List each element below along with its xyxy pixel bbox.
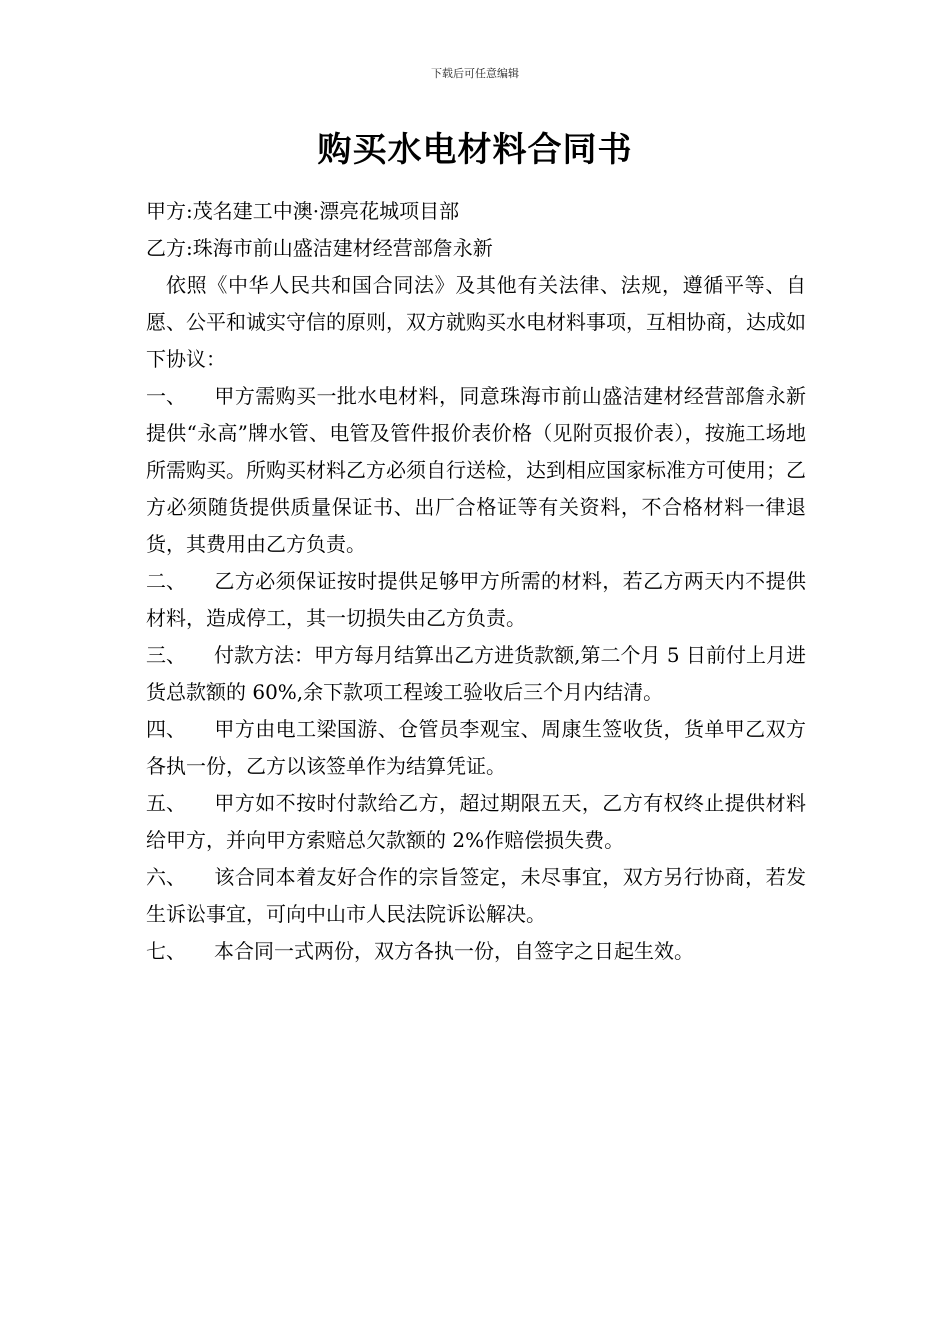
clause-text: 甲方如不按时付款给乙方，超过期限五天，乙方有权终止提供材料给甲方，并向甲方索赔总欠款额的 2%作赔偿损失费。: [146, 791, 806, 852]
clause-6: [146, 859, 806, 933]
clause-number: 六、: [146, 865, 186, 889]
contract-body: [146, 193, 806, 970]
clause-number: 一、: [146, 384, 186, 408]
party-a-line: 甲方:茂名建工中澳·漂亮花城项目部: [146, 199, 460, 223]
clause-number: 二、: [146, 569, 186, 593]
clause-text: 甲方需购买一批水电材料，同意珠海市前山盛洁建材经营部詹永新提供“永高”牌水管、电管及管件报价表价格（见附页报价表），按施工场地所需购买。所购买材料乙方必须自行送检，达到相应国家标准方可使用；乙方必须随货提供质量保证书、出厂合格证等有关资料，不合格材料一律退货，其费用由乙方负责。: [146, 384, 806, 556]
clause-7: [146, 933, 806, 970]
clause-text: 甲方由电工梁国游、仓管员李观宝、周康生签收货，货单甲乙双方各执一份，乙方以该签单作为结算凭证。: [146, 717, 806, 778]
clause-number: 五、: [146, 791, 186, 815]
clause-5: [146, 785, 806, 859]
clause-text: 乙方必须保证按时提供足够甲方所需的材料，若乙方两天内不提供材料，造成停工，其一切损失由乙方负责。: [146, 569, 806, 630]
clause-number: 四、: [146, 717, 186, 741]
document-title: 购买水电材料合同书: [317, 130, 633, 170]
party-b-line: 乙方:珠海市前山盛洁建材经营部詹永新: [146, 236, 493, 260]
preamble-paragraph: 依照《中华人民共和国合同法》及其他有关法律、法规，遵循平等、自愿、公平和诚实守信的原则，双方就购买水电材料事项，互相协商，达成如下协议：: [146, 273, 806, 371]
header-note: 下载后可任意编辑: [431, 67, 519, 80]
clause-2: [146, 563, 806, 637]
clause-text: 该合同本着友好合作的宗旨签定，未尽事宜，双方另行协商，若发生诉讼事宜，可向中山市人民法院诉讼解决。: [146, 865, 806, 926]
clause-1: [146, 378, 806, 563]
clause-number: 七、: [146, 939, 186, 963]
clause-4: [146, 711, 806, 785]
clause-text: 付款方法：甲方每月结算出乙方进货款额,第二个月 5 日前付上月进货总款额的 60%,余下款项工程竣工验收后三个月内结清。: [146, 643, 806, 704]
clause-3: [146, 637, 806, 711]
clause-number: 三、: [146, 643, 186, 667]
clause-text: 本合同一式两份，双方各执一份，自签字之日起生效。: [214, 939, 694, 963]
